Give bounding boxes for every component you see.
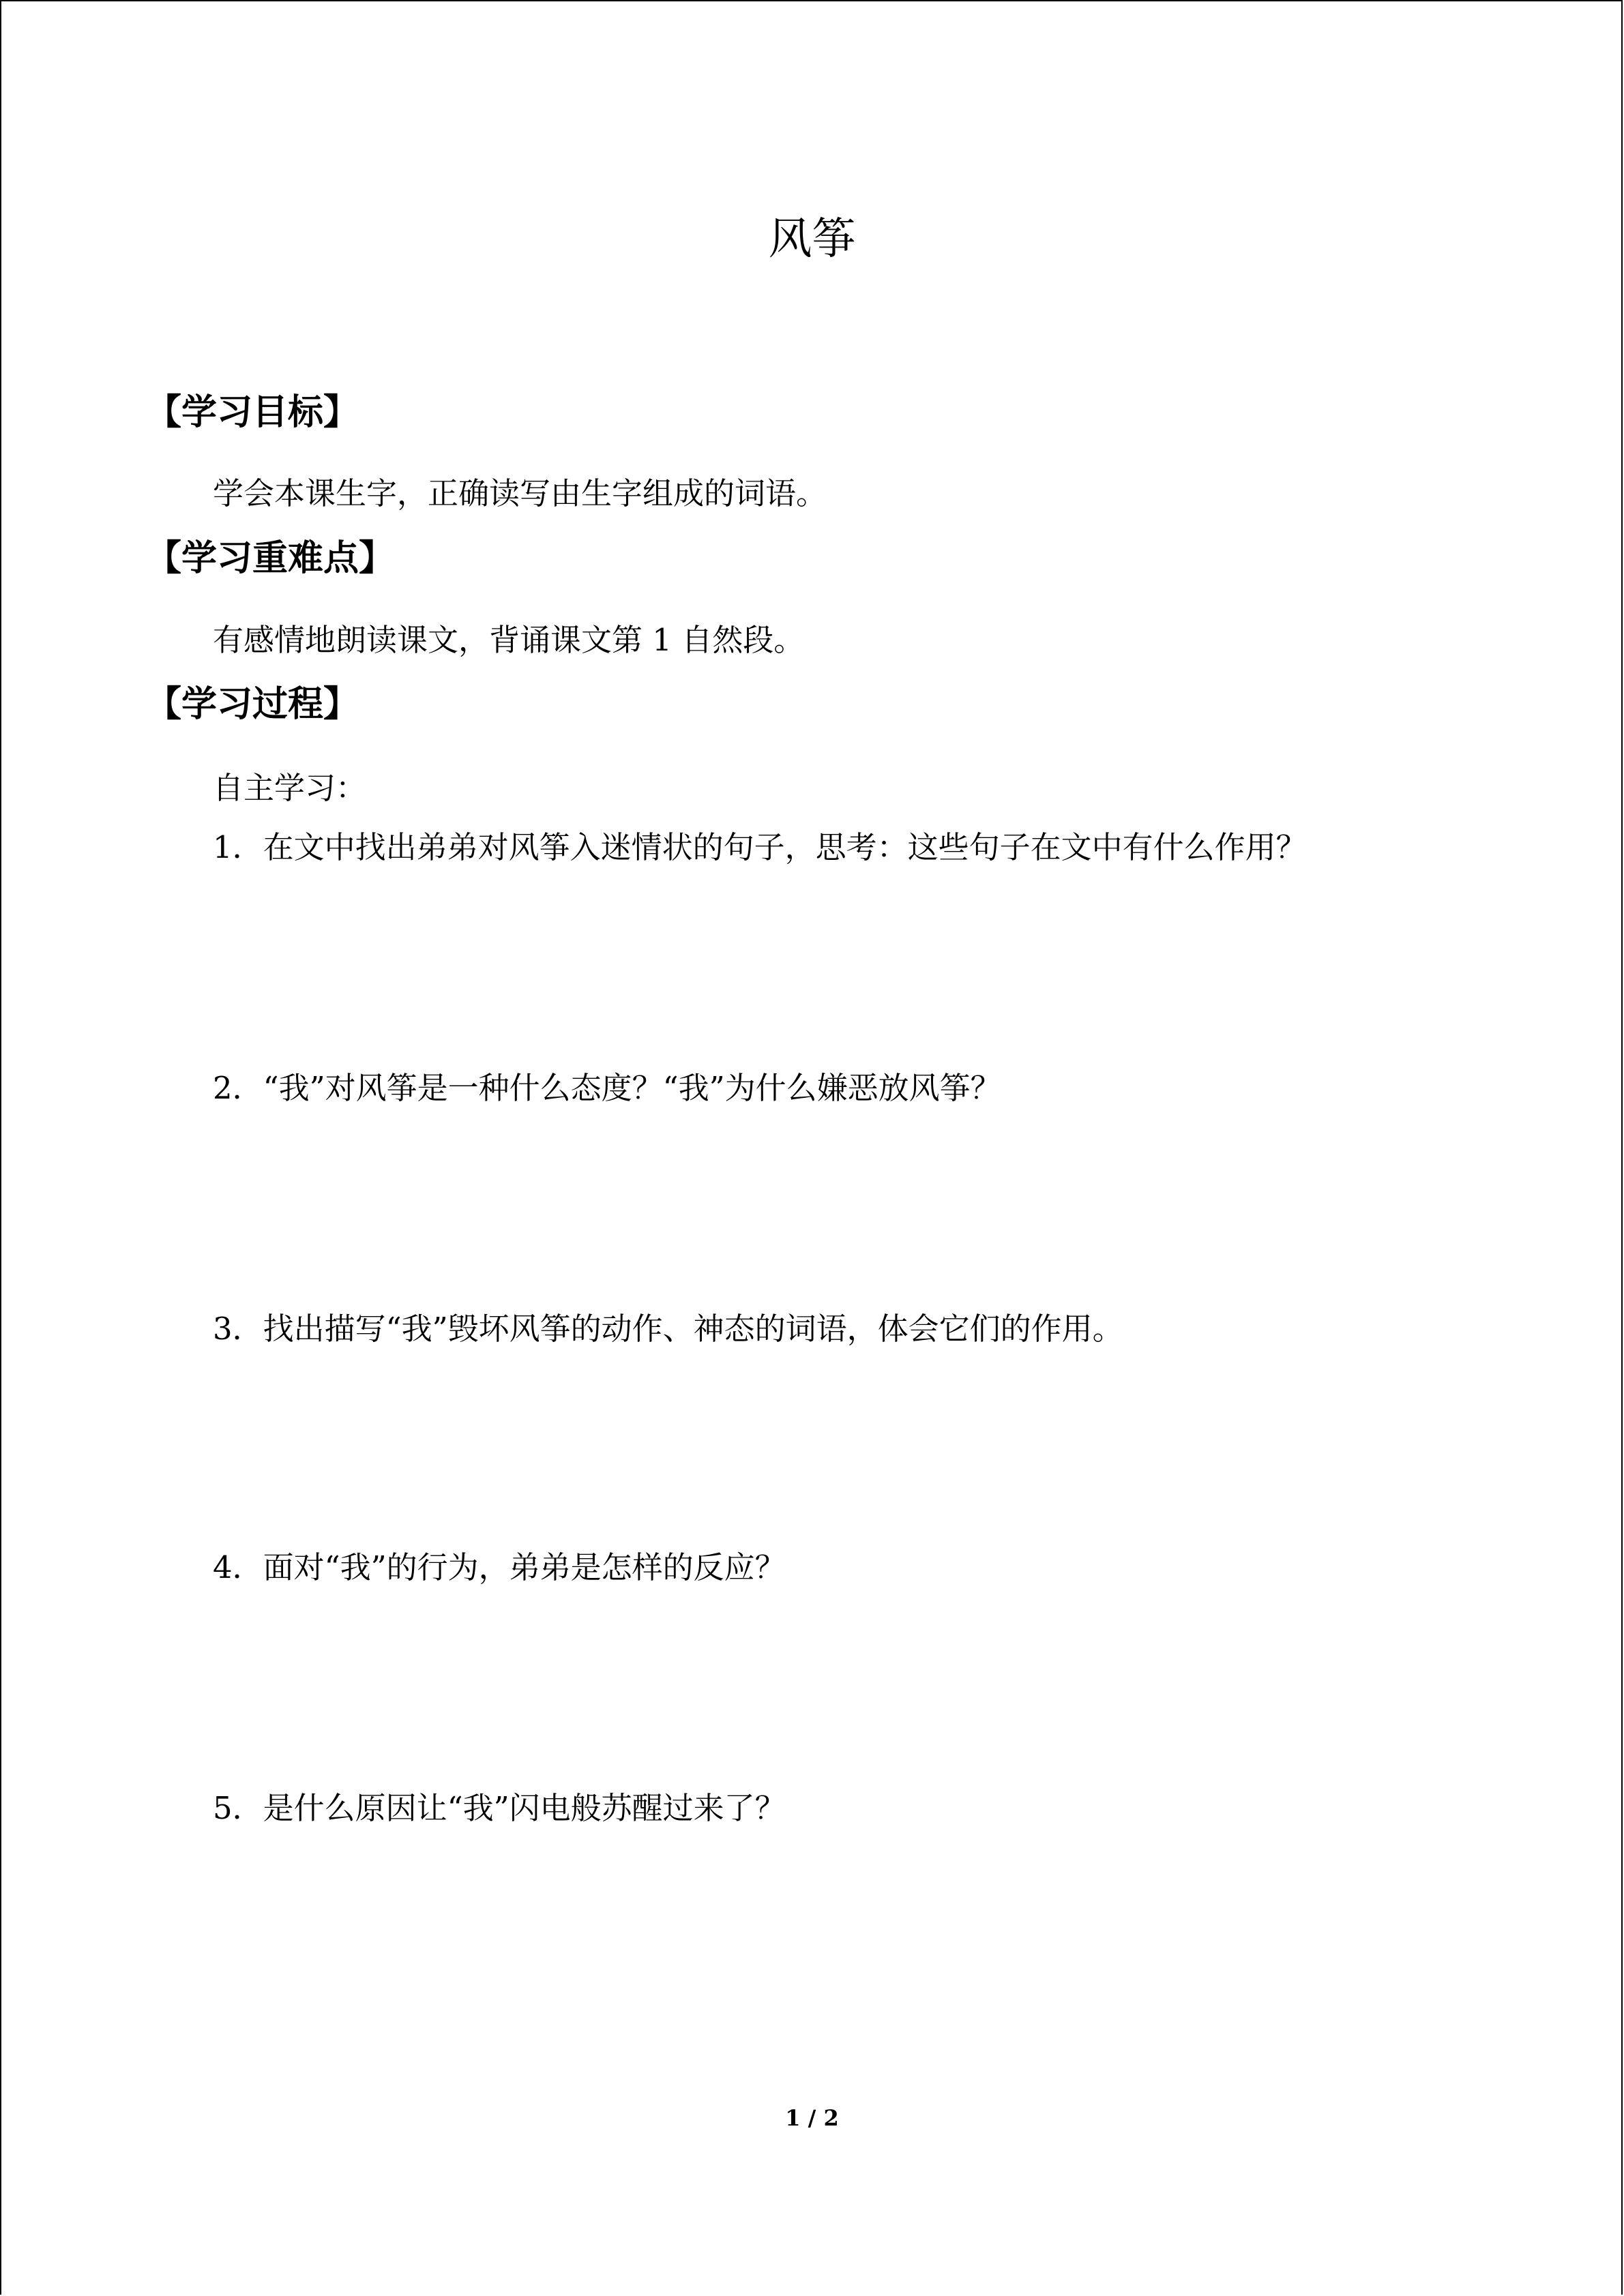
self-study-label: 自主学习：	[213, 770, 367, 806]
objectives-paragraph: 学会本课生字，正确读写由生字组成的词语。	[213, 475, 827, 511]
section-heading-process: 【学习过程】	[146, 684, 359, 725]
question-2: 2．“我”对风筝是一种什么态度？“我”为什么嫌恶放风筝？	[213, 1070, 1001, 1106]
question-5: 5．是什么原因让“我”闪电般苏醒过来了？	[213, 1790, 786, 1826]
question-1: 1．在文中找出弟弟对风筝入迷情状的句子，思考：这些句子在文中有什么作用？	[213, 829, 1307, 865]
page-number: 1 / 2	[785, 2105, 839, 2131]
question-3: 3．找出描写“我”毁坏风筝的动作、神态的词语，体会它们的作用。	[213, 1311, 1123, 1347]
section-heading-objectives: 【学习目标】	[146, 392, 359, 433]
section-heading-key-points: 【学习重难点】	[146, 538, 395, 579]
key-points-paragraph: 有感情地朗读课文，背诵课文第 1 自然段。	[213, 622, 805, 658]
question-4: 4．面对“我”的行为，弟弟是怎样的反应？	[213, 1549, 786, 1585]
document-title: 风筝	[768, 214, 856, 265]
